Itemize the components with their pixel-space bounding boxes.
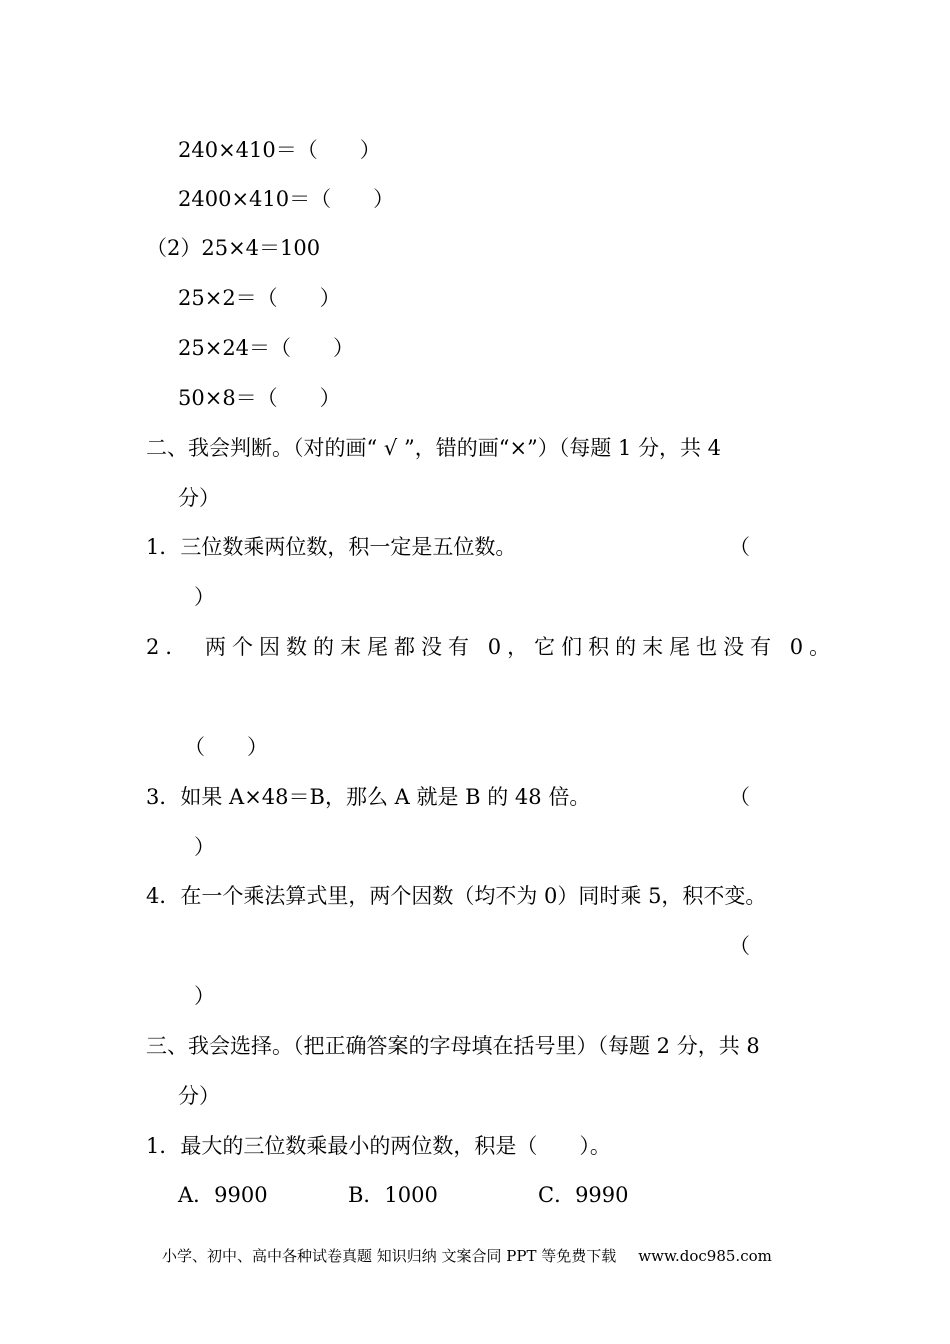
equation-line: 25×24＝（ ） bbox=[178, 336, 355, 360]
section-heading-continuation: 分） bbox=[178, 486, 220, 510]
section-heading-continuation: 分） bbox=[178, 1084, 220, 1108]
section-heading-judgement: 二、我会判断。（对的画“ √ ”，错的画“×”）（每题 1 分，共 4 bbox=[146, 436, 722, 460]
question-text: 4．在一个乘法算式里，两个因数（均不为 0）同时乘 5，积不变。 bbox=[146, 884, 767, 908]
choice-c: C．9990 bbox=[538, 1183, 629, 1207]
equation-line: 50×8＝（ ） bbox=[178, 386, 341, 410]
question-text: 1．三位数乘两位数，积一定是五位数。 bbox=[146, 535, 517, 559]
answer-bracket-close: ） bbox=[194, 585, 215, 609]
answer-bracket-open: （ bbox=[729, 535, 750, 559]
choice-b: B．1000 bbox=[348, 1183, 438, 1207]
page-footer bbox=[162, 1246, 772, 1266]
equation-line: 240×410＝（ ） bbox=[178, 138, 381, 162]
footer-text: 小学、初中、高中各种试卷真题 知识归纳 文案合同 PPT 等免费下载 bbox=[162, 1247, 617, 1265]
question-text: 3．如果 A×48＝B，那么 A 就是 B 的 48 倍。 bbox=[146, 785, 591, 809]
answer-bracket: （ ） bbox=[184, 735, 268, 759]
equation-line: 2400×410＝（ ） bbox=[178, 187, 395, 211]
answer-bracket-open: （ bbox=[729, 785, 750, 809]
question-text: 2． 两个因数的末尾都没有 0，它们积的末尾也没有 0。 bbox=[146, 635, 837, 659]
choice-a: A．9900 bbox=[178, 1183, 268, 1207]
answer-bracket-close: ） bbox=[194, 984, 215, 1008]
answer-bracket-close: ） bbox=[194, 835, 215, 859]
subquestion-heading: （2）25×4＝100 bbox=[146, 236, 321, 260]
question-text: 1．最大的三位数乘最小的两位数，积是（ ）。 bbox=[146, 1134, 611, 1158]
equation-line: 25×2＝（ ） bbox=[178, 286, 341, 310]
answer-bracket-open: （ bbox=[729, 934, 750, 958]
footer-url[interactable]: www.doc985.com bbox=[638, 1247, 772, 1265]
section-heading-choice: 三、我会选择。（把正确答案的字母填在括号里）（每题 2 分，共 8 bbox=[146, 1034, 760, 1058]
